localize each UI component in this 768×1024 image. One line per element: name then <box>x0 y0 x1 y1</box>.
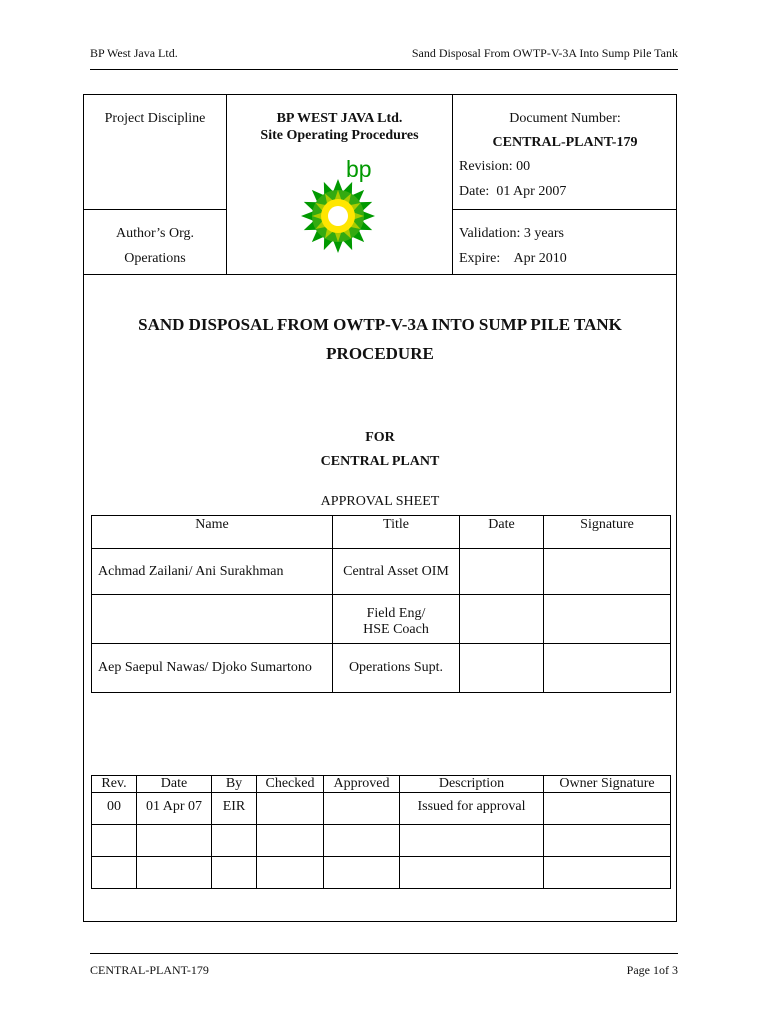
revision-cell-rev: 00 <box>92 793 137 825</box>
revision-row <box>92 793 671 825</box>
approval-title-line2: HSE Coach <box>363 622 429 637</box>
footer-doc-number: CENTRAL-PLANT-179 <box>90 963 209 977</box>
revision-header-checked: Checked <box>257 776 324 793</box>
approval-title: Central Asset OIM <box>333 549 460 595</box>
validation-text: Validation: 3 years <box>459 226 564 241</box>
revision-cell-date: 01 Apr 07 <box>137 793 212 825</box>
revision-cell-date <box>137 825 212 857</box>
bp-logo-text: bp <box>346 156 372 182</box>
title-block-hline-left <box>83 209 226 210</box>
footer-rule <box>90 953 678 954</box>
expire-value: Apr 2010 <box>513 251 567 266</box>
procedure-type: Site Operating Procedures <box>260 128 419 143</box>
revision-cell-date <box>137 857 212 889</box>
approval-title-line1: Field Eng/ <box>366 606 426 621</box>
document-number-value: CENTRAL-PLANT-179 <box>492 135 638 150</box>
revision-cell-checked <box>257 793 324 825</box>
approval-header-title: Title <box>333 516 460 549</box>
revision-cell-owner-signature <box>544 857 671 889</box>
approval-header-row <box>92 516 671 549</box>
approval-sheet-caption: APPROVAL SHEET <box>320 494 440 509</box>
approval-date[interactable] <box>460 595 544 644</box>
revision-cell-rev <box>92 857 137 889</box>
approval-table <box>91 515 671 693</box>
revision-row <box>92 825 671 857</box>
expire-row <box>459 251 567 267</box>
revision-text: Revision: 00 <box>459 159 531 174</box>
approval-signature[interactable] <box>544 644 671 693</box>
revision-header-approved: Approved <box>324 776 400 793</box>
revision-cell-by <box>212 825 257 857</box>
approval-row <box>92 595 671 644</box>
revision-cell-description <box>400 857 544 889</box>
revision-cell-description: Issued for approval <box>400 793 544 825</box>
for-label: FOR <box>365 430 395 445</box>
title-block-hline-right <box>452 209 677 210</box>
title-block-bottom-line <box>83 274 677 275</box>
revision-cell-rev <box>92 825 137 857</box>
revision-cell-approved <box>324 857 400 889</box>
company-name: BP WEST JAVA Ltd. <box>276 111 403 126</box>
approval-row <box>92 644 671 693</box>
approval-date[interactable] <box>460 644 544 693</box>
expire-label: Expire: <box>459 251 501 266</box>
approval-header-name: Name <box>92 516 333 549</box>
bp-logo <box>300 156 380 256</box>
date-value: 01 Apr 2007 <box>496 184 567 199</box>
document-title-line1: SAND DISPOSAL FROM OWTP-V-3A INTO SUMP PILE TANK <box>138 315 622 334</box>
revision-cell-approved <box>324 793 400 825</box>
date-label: Date: <box>459 184 490 199</box>
header-rule <box>90 69 678 70</box>
date-row <box>459 184 566 200</box>
approval-title <box>333 595 460 644</box>
approval-title: Operations Supt. <box>333 644 460 693</box>
authors-org-value: Operations <box>124 251 186 266</box>
authors-org-label: Author’s Org. <box>115 226 195 241</box>
header-left-text: BP West Java Ltd. <box>90 46 178 60</box>
revision-table <box>91 775 671 889</box>
revision-cell-by: EIR <box>212 793 257 825</box>
project-discipline-label: Project Discipline <box>104 111 206 126</box>
revision-cell-checked <box>257 857 324 889</box>
helios-icon <box>300 178 376 254</box>
revision-header-by: By <box>212 776 257 793</box>
revision-header-owner-signature: Owner Signature <box>544 776 671 793</box>
revision-cell-checked <box>257 825 324 857</box>
revision-cell-by <box>212 857 257 889</box>
revision-cell-owner-signature <box>544 793 671 825</box>
revision-row <box>92 857 671 889</box>
approval-header-date: Date <box>460 516 544 549</box>
document-number-label: Document Number: <box>509 111 621 126</box>
revision-header-row <box>92 776 671 793</box>
revision-header-date: Date <box>137 776 212 793</box>
document-title-line2: PROCEDURE <box>326 344 434 363</box>
approval-name: Achmad Zailani/ Ani Surakhman <box>92 549 333 595</box>
for-value: CENTRAL PLANT <box>320 454 440 469</box>
revision-cell-approved <box>324 825 400 857</box>
approval-name <box>92 595 333 644</box>
footer-page-number: Page 1of 3 <box>626 963 678 977</box>
approval-date[interactable] <box>460 549 544 595</box>
approval-signature[interactable] <box>544 595 671 644</box>
header-right-text: Sand Disposal From OWTP-V-3A Into Sump Pile Tank <box>411 46 678 60</box>
approval-row <box>92 549 671 595</box>
approval-header-signature: Signature <box>544 516 671 549</box>
revision-cell-description <box>400 825 544 857</box>
revision-cell-owner-signature <box>544 825 671 857</box>
approval-name: Aep Saepul Nawas/ Djoko Sumartono <box>92 644 333 693</box>
revision-header-rev: Rev. <box>92 776 137 793</box>
revision-header-description: Description <box>400 776 544 793</box>
approval-signature[interactable] <box>544 549 671 595</box>
